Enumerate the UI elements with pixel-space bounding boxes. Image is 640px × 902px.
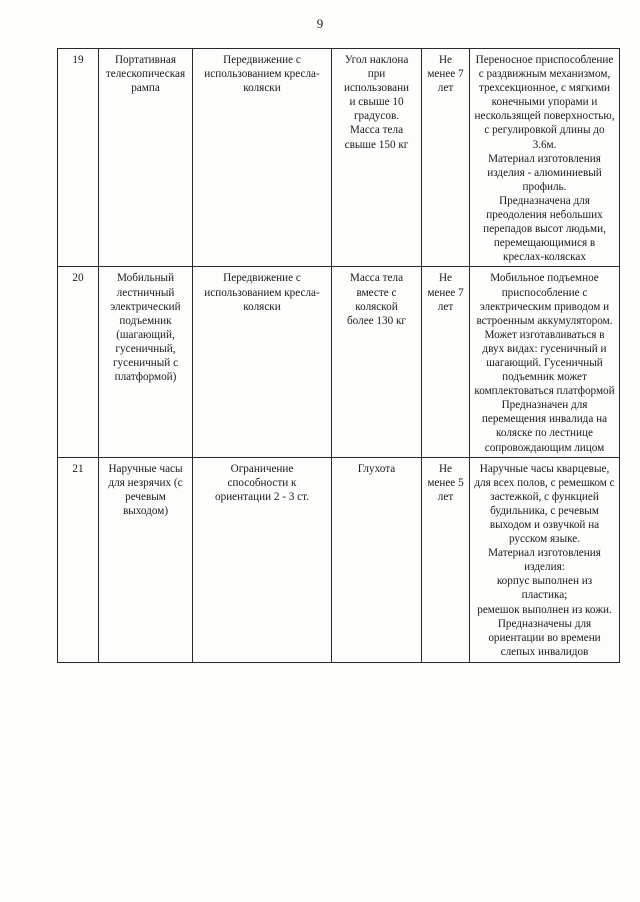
devices-table [57,48,620,663]
service-term-cell: Не менее 5 лет [422,457,470,662]
device-name-cell: Мобильный лестничный электрический подъемник (шагающий, гусеничный, гусеничный с платформой) [99,267,193,457]
indication-cell: Передвижение с использованием кресла- коляски [193,267,332,457]
indication-cell: Передвижение с использованием кресла- коляски [193,49,332,267]
service-term-cell: Не менее 7 лет [422,267,470,457]
table-row [58,49,620,267]
contraindication-cell: Глухота [332,457,422,662]
row-number-cell: 21 [58,457,99,662]
contraindication-cell: Угол наклона при использовани и свыше 10 градусов. Масса тела свыше 150 кг [332,49,422,267]
indication-cell: Ограничение способности к ориентации 2 - 3 ст. [193,457,332,662]
page-number: 9 [316,16,324,31]
row-number-cell: 19 [58,49,99,267]
table-row [58,267,620,457]
description-cell: Наручные часы кварцевые, для всех полов, с ремешком с застежкой, с функцией будильника, с речевым выходом и озвучкой на русском языке. Материал изготовления изделия: корпус выполнен из пластика; ремешок выполнен из кожи. Предназначены для ориентации во времени слепых инвалидов [470,457,620,662]
description-cell: Переносное приспособление с раздвижным механизмом, трехсекционное, с мягкими конечными упорами и нескользящей поверхностью, с регулировкой длины до 3.6м. Материал изготовления изделия - алюминиевый профиль. Предназначена для преодоления небольших перепадов высот людьми, перемещающимися в креслах-колясках [470,49,620,267]
service-term-cell: Не менее 7 лет [422,49,470,267]
row-number-cell: 20 [58,267,99,457]
device-name-cell: Наручные часы для незрячих (с речевым выходом) [99,457,193,662]
table-row [58,457,620,662]
contraindication-cell: Масса тела вместе с коляской более 130 кг [332,267,422,457]
device-name-cell: Портативная телескопическая рампа [99,49,193,267]
description-cell: Мобильное подъемное приспособление с электрическим приводом и встроенным аккумулятором. Может изготавливаться в двух видах: гусеничный и шагающий. Гусеничный подъемник может комплектоваться платформой Предназначен для перемещения инвалида на коляске по лестнице сопровождающим лицом [470,267,620,457]
